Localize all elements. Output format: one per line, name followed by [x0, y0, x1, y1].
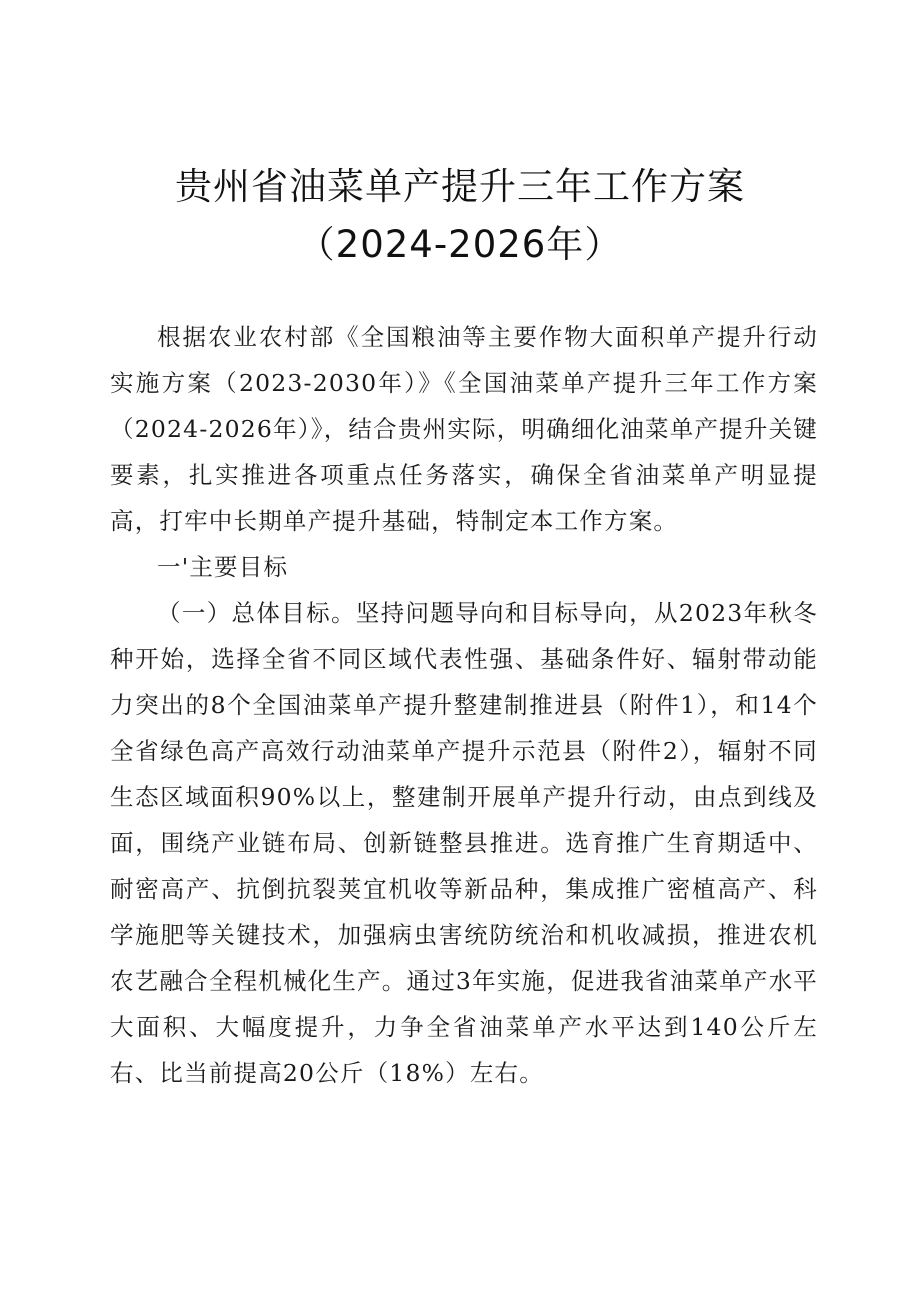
section-heading-main-goals: 一'主要目标 [157, 553, 289, 581]
title-line-2: （2024-2026年） [297, 223, 623, 266]
intro-paragraph: 根据农业农村部《全国粮油等主要作物大面积单产提升行动实施方案（2023-2030年）》《全国油菜单产提升三年工作方案（2024-2026年）》，结合贵州实际，明确细化油菜单产提升关键要素，扎实推进各项重点任务落实，确保全省油菜单产明显提高，打牢中长期单产提升基础，特制定本工作方案。 [110, 323, 818, 535]
document-body [110, 314, 818, 1096]
title-line-1: 贵州省油菜单产提升三年工作方案 [175, 165, 745, 208]
overall-goal-paragraph: （一）总体目标。坚持问题导向和目标导向，从2023年秋冬种开始，选择全省不同区域代表性强、基础条件好、辐射带动能力突出的8个全国油菜单产提升整建制推进县（附件1），和14个全省绿色高产高效行动油菜单产提升示范县（附件2），辐射不同生态区域面积90%以上，整建制开展单产提升行动，由点到线及面，围绕产业链布局、创新链整县推进。选育推广生育期适中、耐密高产、抗倒抗裂荚宜机收等新品种，集成推广密植高产、科学施肥等关键技术，加强病虫害统防统治和机收减损，推进农机农艺融合全程机械化生产。通过3年实施，促进我省油菜单产水平大面积、大幅度提升，力争全省油菜单产水平达到140公斤左右、比当前提高20公斤（18%）左右。 [110, 599, 818, 1087]
document-title [0, 158, 920, 274]
